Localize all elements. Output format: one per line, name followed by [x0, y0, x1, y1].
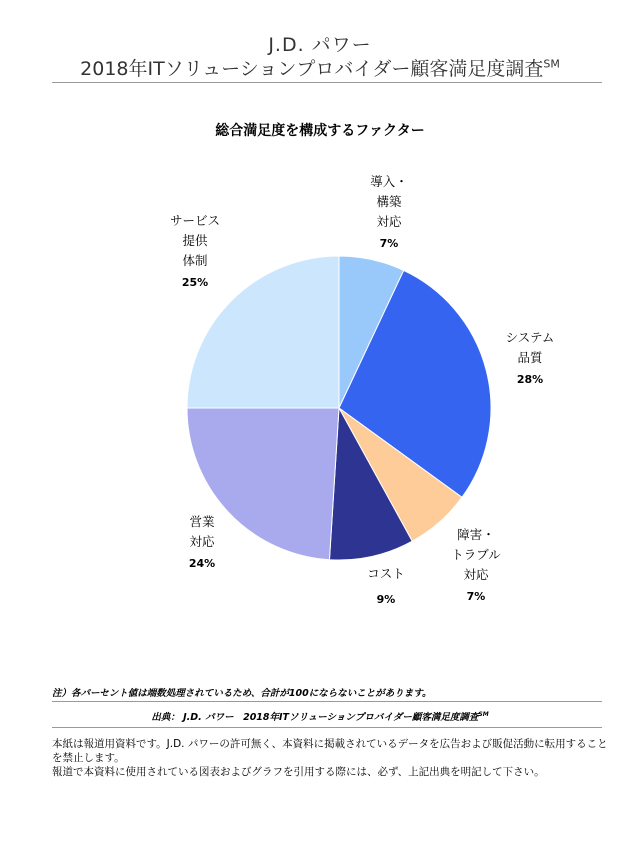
service-mark: SM [543, 57, 560, 71]
label-trouble-response-pct: 7% [466, 590, 486, 603]
label-cost-pct: 9% [376, 593, 396, 606]
report-title-text: 2018年ITソリューションプロバイダー顧客満足度調査 [80, 58, 544, 80]
label-service-delivery-line-2: 提供 [182, 233, 208, 248]
label-system-quality-pct: 28% [516, 373, 544, 386]
label-installation [360, 172, 418, 254]
label-system-quality-line-1: システム [505, 330, 555, 345]
label-installation-pct: 7% [379, 237, 399, 250]
label-system-quality-line-2: 品質 [517, 350, 543, 365]
disclaimer-line-3: 報道で本資料に使用されている図表およびグラフを引用する際には、必ず、上記出典を明記して下さい。 [52, 766, 545, 778]
brand-title: J.D. パワー [268, 34, 372, 56]
footnote: 注）各パーセント値は端数処理されているため、合計が100にならないことがあります。 [52, 688, 432, 699]
disclaimer [52, 737, 612, 779]
label-trouble-response-line-2: トラブル [451, 547, 501, 562]
label-installation-line-3: 対応 [376, 214, 402, 229]
footer-divider-top [52, 701, 602, 702]
label-installation-line-2: 構築 [376, 194, 402, 209]
source-mark: SM [478, 710, 489, 718]
label-sales-response-pct: 24% [188, 557, 216, 570]
label-sales-response-line-1: 営業 [189, 514, 215, 529]
label-service-delivery-pct: 25% [181, 276, 209, 289]
label-installation-line-1: 導入・ [370, 174, 408, 189]
footer-divider-bottom [52, 727, 602, 728]
label-cost [360, 564, 412, 610]
label-service-delivery [160, 211, 230, 293]
label-trouble-response-line-3: 対応 [463, 567, 489, 582]
label-trouble-response [440, 525, 512, 607]
chart-title: 総合満足度を構成するファクター [215, 123, 425, 139]
label-sales-response-line-2: 対応 [189, 534, 215, 549]
label-trouble-response-line-1: 障害・ [457, 527, 495, 542]
label-service-delivery-line-3: 体制 [182, 253, 208, 268]
source-line [0, 709, 640, 723]
label-cost-line-1: コスト [367, 566, 405, 581]
source-text: 出典： J.D. パワー 2018年ITソリューションプロバイダー顧客満足度調査 [151, 712, 479, 723]
label-system-quality [490, 328, 570, 390]
disclaimer-line-1: 本紙は報道用資料です。J.D. パワーの許可無く、本資料に掲載されているデータを広告および販促活動に転用すること [52, 738, 608, 750]
label-service-delivery-line-1: サービス [169, 213, 220, 228]
disclaimer-line-2: を禁止します。 [52, 752, 125, 764]
label-sales-response [176, 512, 228, 574]
